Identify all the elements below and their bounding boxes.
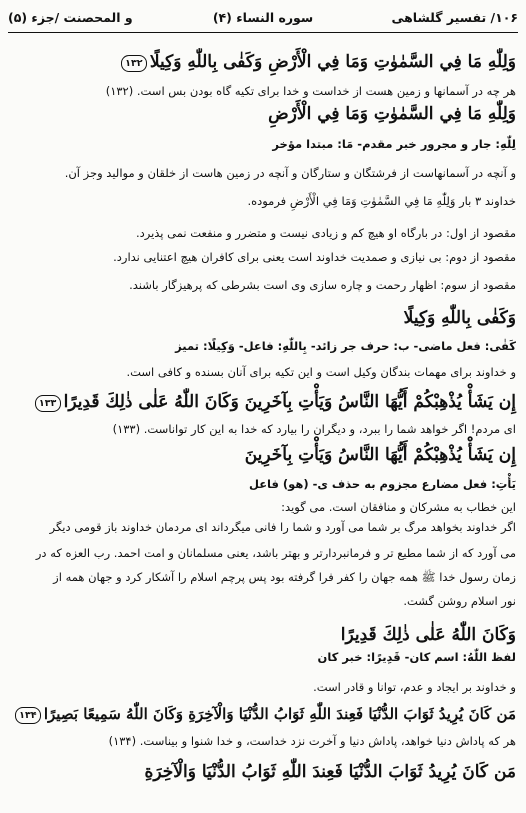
line-text: مقصود از دوم: بی نیازی و صمدیت خداوند است یعنی برای کافران هیچ اعتنایی ندارد. [113, 250, 516, 264]
page-header [8, 6, 518, 32]
commentary-line [10, 546, 516, 560]
ayah-number-marker: ۱۳۲ [121, 55, 147, 72]
commentary-line [10, 166, 516, 180]
line-text: وَكَفٰى بِاللّٰهِ وَكِيلًا [403, 308, 516, 328]
line-text: إِن يَشَأْ يُذْهِبْكُمْ أَيُّهَا النَّاسُ وَيَأْتِ بِآخَرِينَ وَكَانَ اللّٰهُ عَلٰى ذٰلِكَ قَدِيرًا [63, 392, 516, 412]
line-text: وَلِلّٰهِ مَا فِي السَّمٰوٰتِ وَمَا فِي الْأَرْضِ [268, 104, 516, 124]
line-text: و خداوند بر ایجاد و عدم، توانا و قادر است. [313, 680, 516, 694]
line-text: ای مردم! اگر خواهد شما را ببرد، و دیگران را بیارد که خدا به این کار تواناست. (۱۳۳) [112, 422, 516, 436]
quran-verse-line [10, 445, 516, 466]
commentary-line [10, 84, 516, 98]
line-text: وَلِلّٰهِ مَا فِي السَّمٰوٰتِ وَمَا فِي الْأَرْضِ وَكَفٰى بِاللّٰهِ وَكِيلًا [149, 52, 516, 72]
line-text: لِلّٰهِ: جار و مجرور خبر مقدم- مَا: مبتدا مؤخر [272, 137, 516, 151]
commentary-line [10, 422, 516, 436]
line-text: و آنچه در آسمانهاست از فرشتگان و ستارگان و آنچه در زمین هاست از خلقان و موالید وجز آن. [64, 166, 516, 180]
commentary-line [10, 500, 516, 514]
line-text: مَن كَانَ يُرِيدُ ثَوَابَ الدُّنْيَا فَعِندَ اللّٰهِ ثَوَابُ الدُّنْيَا وَالْآخِرَةِ [144, 762, 516, 782]
grammar-note-line [10, 137, 516, 151]
quran-verse-line [10, 104, 516, 125]
line-text: هر که پاداش دنیا خواهد، پاداش دنیا و آخرت نزد خداست، و خدا شنوا و بیناست. (۱۳۴) [108, 734, 516, 748]
header-juz: و المحصنت /جزء (۵) [8, 10, 133, 25]
grammar-note-line [10, 650, 516, 664]
line-text: می آورد که از شما مطیع تر و فرمانبردارتر و بهتر باشد، یعنی مسلمانان و امت احمد. رب العزه که در [35, 546, 516, 560]
commentary-line [10, 194, 516, 208]
line-text: مَن كَانَ يُرِيدُ ثَوَابَ الدُّنْيَا فَعِندَ اللّٰهِ ثَوَابُ الدُّنْيَا وَالْآخِرَةِ وَكَانَ اللّٰهُ سَمِيعًا بَصِيرًا [43, 705, 516, 723]
line-text: كَفٰى: فعل ماضی- ب: حرف جر زائد- بِاللّٰهِ: فاعل- وَكِيلًا: تمیز [175, 339, 516, 353]
commentary-line [10, 570, 516, 584]
ayah-number-marker: ۱۳۴ [15, 707, 41, 724]
header-surah: سوره النساء (۴) [212, 10, 314, 25]
commentary-line [10, 278, 516, 292]
header-book-title: ۱۰۶/ تفسیر گلشاهی [391, 10, 518, 25]
line-text: زمان رسول خدا ﷺ همه جهان را کفر فرا گرفته بود پس پرچم اسلام را آشکار کرد و جهان همه از [53, 570, 516, 584]
quran-verse-line [10, 762, 516, 783]
line-text: مقصود از اول: در بارگاه او هیچ کم و زیادی نیست و متضرر و منفعت نمی پذیرد. [135, 226, 516, 240]
commentary-line [10, 365, 516, 379]
grammar-note-line [10, 477, 516, 491]
line-text: لفظ اللّٰهُ: اسم کان- قَدِيرًا: خبر کان [317, 650, 516, 664]
line-text: مقصود از سوم: اظهار رحمت و چاره سازی وی است بشرطی که پرهیزگار باشند. [129, 278, 516, 292]
commentary-line [10, 250, 516, 264]
line-text: این خطاب به مشرکان و منافقان است. می گوید: [281, 500, 516, 514]
grammar-note-line [10, 339, 516, 353]
commentary-line [10, 226, 516, 240]
quran-verse-line [10, 52, 516, 73]
quran-verse-line [10, 705, 516, 724]
line-text: هر چه در آسمانها و زمین هست از خداست و خدا برای تکیه گاه بودن بس است. (۱۳۲) [105, 84, 516, 98]
quran-verse-line [10, 392, 516, 413]
line-text: و خداوند برای مهمات بندگان وکیل است و این تکیه برای آنان بسنده و کافی است. [126, 365, 516, 379]
line-text: إِن يَشَأْ يُذْهِبْكُمْ أَيُّهَا النَّاسُ وَيَأْتِ بِآخَرِينَ [244, 445, 516, 465]
ayah-number-marker: ۱۳۳ [35, 395, 61, 412]
header-divider [8, 32, 518, 33]
quran-verse-line [10, 308, 516, 329]
line-text: خداوند ۳ بار وَلِلّٰهِ مَا فِي السَّمٰوٰتِ وَمَا فِي الْأَرْضِ فرموده. [247, 194, 516, 208]
line-text: نور اسلام روشن گشت. [403, 594, 516, 608]
line-text: اگر خداوند بخواهد مرگ بر شما می آورد و شما را فانی میگرداند ای مردمان خداوند باز قومی دیگر [49, 520, 516, 534]
commentary-line [10, 680, 516, 694]
commentary-line [10, 594, 516, 608]
line-text: يَأْتِ: فعل مضارع مجزوم به حذف ی- (هو) فاعل [248, 477, 516, 491]
quran-verse-line [10, 625, 516, 646]
commentary-line [10, 520, 516, 534]
line-text: وَكَانَ اللّٰهُ عَلٰى ذٰلِكَ قَدِيرًا [340, 625, 516, 645]
commentary-line [10, 734, 516, 748]
